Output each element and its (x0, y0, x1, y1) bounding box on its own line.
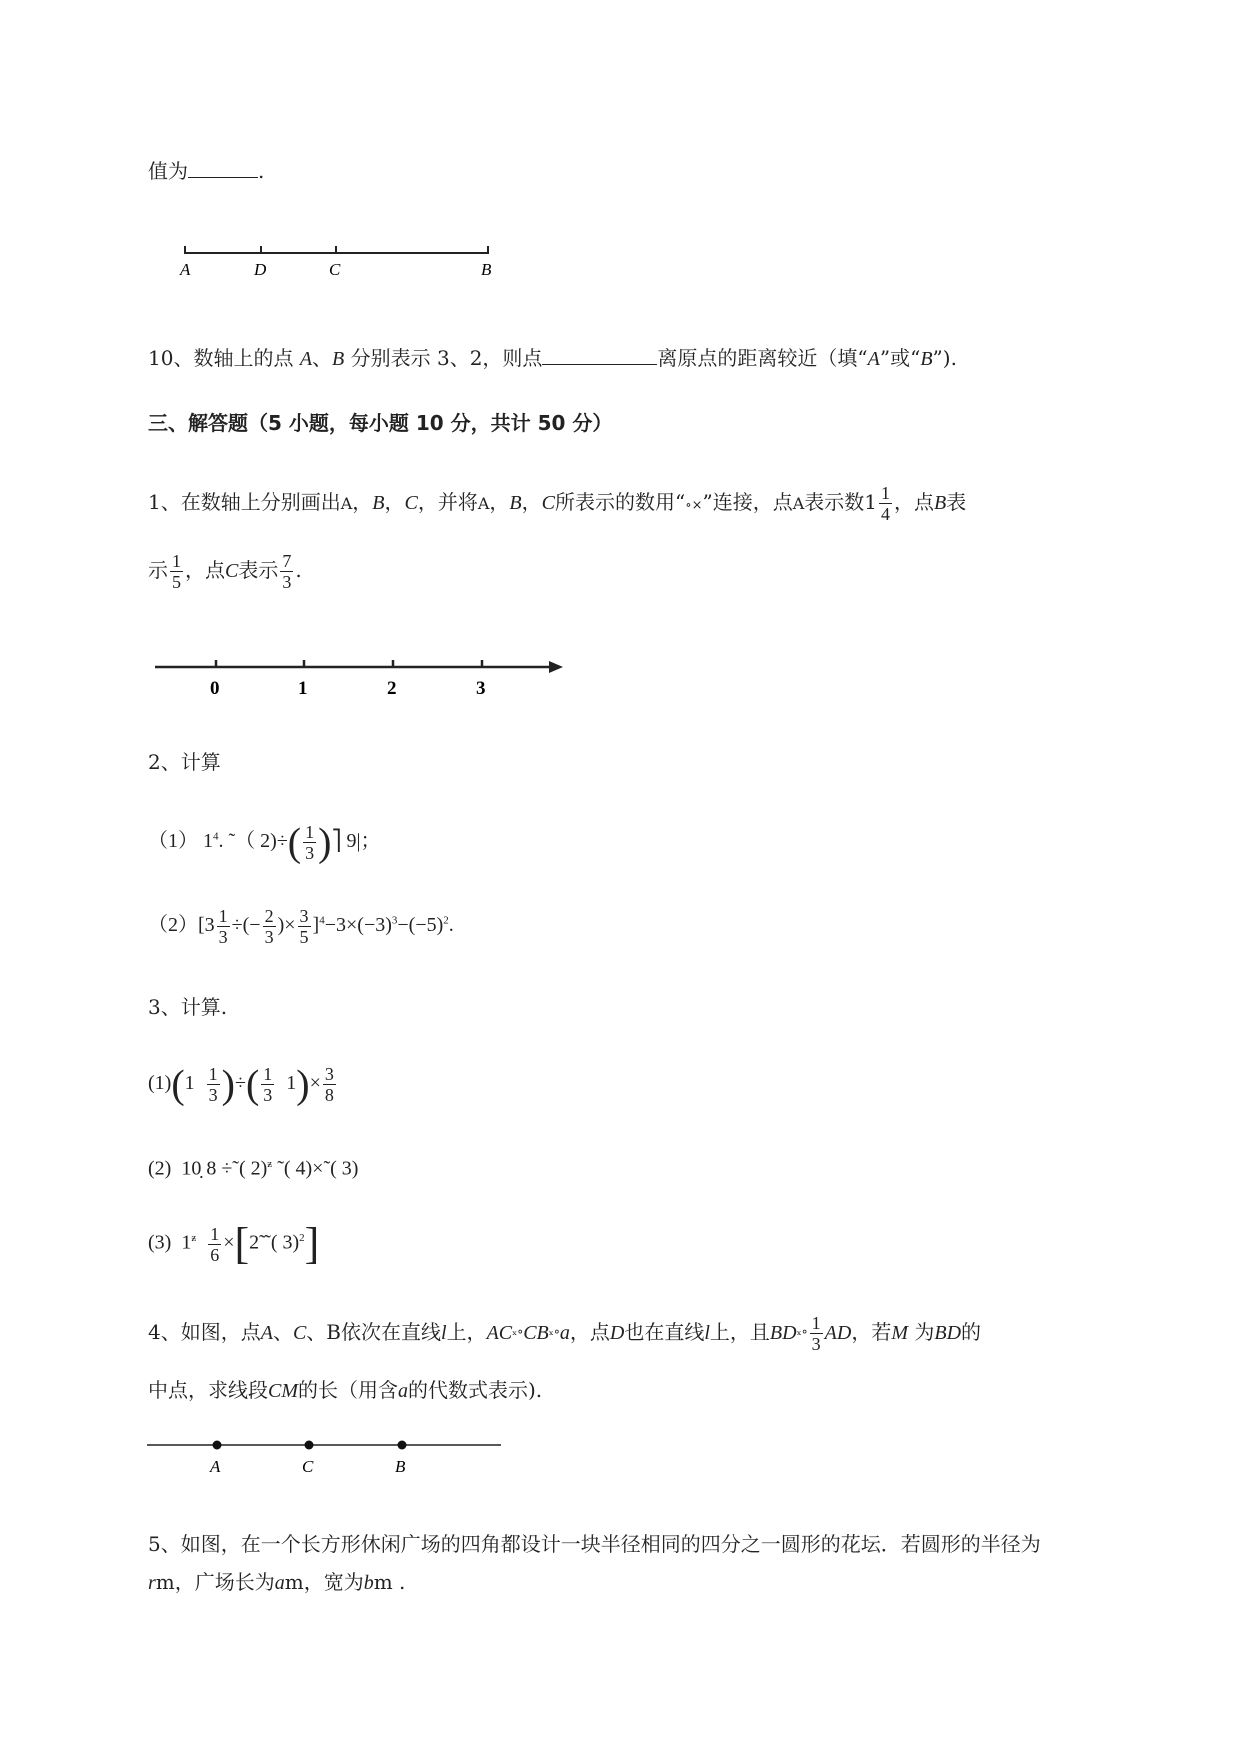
problem-1-line-1: 1、在数轴上分别画出A，B，C，并将A，B，C所表示的数用“∘×”连接，点A表示数1 $\frac{1}{4}$ ，点B表 (148, 483, 967, 524)
section-heading: 三、解答题（5 小题，每小题 10 分，共计 50 分） (148, 411, 613, 435)
label-a: A (210, 1457, 221, 1476)
problem-2-item-1: （1） $1^4$. ˜（ 2)÷( $\frac{1}{3}$ )⎤ 9|； (148, 819, 381, 865)
problem-3-title: 3、计算. (148, 995, 228, 1019)
number-line-figure (155, 655, 575, 700)
segment-figure-adcb (180, 245, 500, 285)
point-c (305, 1441, 314, 1450)
fraction-one-fifth: $\frac{1}{5}$ (172, 551, 181, 592)
label-d: D (254, 260, 267, 279)
problem-3-item-2: (2) 10̣ 8 ÷˜( 2)$^ᵶ$ ˜( 4)×˜( 3) (148, 1157, 359, 1180)
question-10: 10、数轴上的点 A、B 分别表示 3、2，则点 离原点的距离较近（填“A”或“B”). (148, 346, 957, 370)
label-b: B (481, 260, 492, 279)
problem-5-line-1: 5、如图，在一个长方形休闲广场的四角都设计一块半径相同的四分之一圆形的花坛．若圆形的半径为 (148, 1532, 1041, 1556)
label-b: B (395, 1457, 406, 1476)
tick-label-3: 3 (476, 678, 486, 699)
problem-1-line-2: 示 $\frac{1}{5}$ ，点C表示 $\frac{7}{3}$ . (148, 551, 302, 592)
answer-blank-q10[interactable] (542, 346, 657, 365)
problem-3-item-3: (3) $1^ᵶ$ $\frac{1}{6}$ ×[2̃ ˜( 3)$^2$] (148, 1219, 320, 1268)
tick-label-0: 0 (210, 678, 220, 699)
point-a (213, 1441, 222, 1450)
line-figure-acb (147, 1435, 507, 1475)
top-line: 值为 . (148, 159, 265, 183)
problem-2-title: 2、计算 (148, 750, 221, 774)
label-c: C (302, 1457, 314, 1476)
tick-label-2: 2 (387, 678, 397, 699)
problem-4-line-1: 4、如图，点A、C、B依次在直线l上，ACˣ°CBˣ°a，点D也在直线l上，且BDˣ° $\frac{1}{3}$ AD，若M 为BD的 (148, 1313, 982, 1354)
problem-3-item-1: (1)(1 $\frac{1}{3}$ )÷( $\frac{1}{3}$ 1)× $\frac{3}{8}$ (148, 1061, 334, 1107)
label-a: A (180, 260, 191, 279)
point-b (398, 1441, 407, 1450)
fraction-one-quarter: $\frac{1}{4}$ (881, 483, 891, 524)
problem-4-line-2: 中点，求线段CM的长（用含a的代数式表示). (148, 1378, 543, 1402)
problem-5-line-2: rm，广场长为am，宽为bm . (148, 1570, 406, 1594)
fraction-one-third: $\frac{1}{3}$ (305, 822, 315, 863)
problem-2-item-2: （2）[3 $\frac{1}{3}$ ÷(− $\frac{2}{3}$ )× $\frac{3}{5}$ ]$^4-3\times(-3)^3-(-5)^2$. (148, 906, 454, 947)
arrow-head (549, 661, 563, 673)
tick-label-1: 1 (298, 678, 308, 699)
answer-blank[interactable] (188, 159, 258, 178)
label-c: C (329, 260, 341, 279)
fraction-seven-thirds: $\frac{7}{3}$ (282, 551, 292, 592)
